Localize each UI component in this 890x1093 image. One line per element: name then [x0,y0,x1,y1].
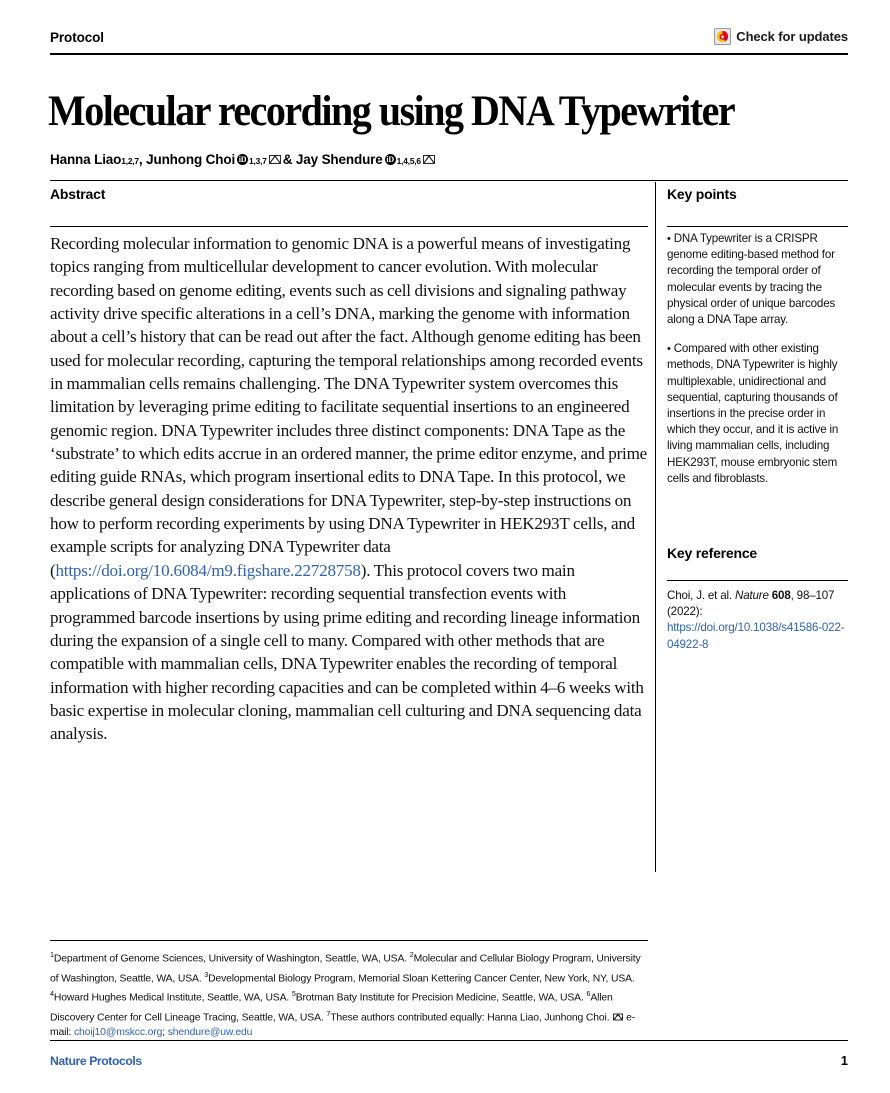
orcid-icon[interactable] [385,154,396,165]
key-point-text: Compared with other existing methods, DNA Typewriter is highly multiplexable, unidirectional and sequential, capturing thousands of insertions in the precise order in which they occur, and it is active in living mammalian cells, including HEK293T, mouse embryonic stem cells and fibroblasts. [667,342,839,485]
column-divider [655,182,656,872]
author-name-3[interactable]: Jay Shendure [295,152,383,167]
header-rule [50,53,848,55]
article-type-kicker: Protocol [50,30,104,45]
key-reference-body [667,588,851,653]
footnotes-block [50,947,650,1040]
affiliation-text: These authors contributed equally: Hanna Liao, Junhong Choi. [330,1012,613,1024]
key-reference-rule [667,580,848,581]
check-for-updates-badge[interactable] [714,28,848,45]
author-connector: & [282,152,293,167]
key-point-item [667,341,851,487]
abstract-text-part2: ). This protocol covers two main applications of DNA Typewriter: recording sequential transfection events with programmed barcode insertions by using prime editing and recording lineage information during the expansion of a single cell to many. Compared with other methods that are compatible with mammalian cells, DNA Typewriter enables the recording of temporal information with higher recording capacities and can be completed within 4–6 weeks with basic expertise in molecular cloning, mammalian cell culturing and DNA sequencing data analysis. [50,560,644,744]
email-label: e-mail: [50,1012,636,1039]
footnotes-rule [50,940,648,941]
affiliation-marker: 4 [50,989,54,999]
affiliation-text: Developmental Biology Program, Memorial Sloan Kettering Cancer Center, New York, NY, USA. [208,973,635,985]
affiliation-marker: 5 [291,989,296,999]
bullet-icon: • [667,233,671,245]
author-name-2[interactable]: Junhong Choi [146,152,236,167]
affiliation-text: Department of Genome Sciences, University of Washington, Seattle, WA, USA. [53,953,410,965]
columns-top-rule [50,180,848,181]
affiliation-marker: 2 [409,950,414,959]
author-list: Hanna Liao 1,2,7 , Junhong Choi iD 1,3,7 & Jay Shendure iD 1,4,5,6 [50,152,437,167]
key-reference-doi-link[interactable]: https://doi.org/10.1038/s41586-022-04922-8 [667,621,845,651]
key-points-rule [667,226,848,227]
key-points-list [667,231,851,500]
affiliation-text: Howard Hughes Medical Institute, Seattle, WA, USA. [53,992,292,1004]
bullet-icon: • [667,343,671,356]
affiliation-text: Allen Discovery Center for Cell Lineage Tracing, Seattle, WA, USA. [50,992,613,1024]
affiliation-marker: 6 [586,989,591,999]
abstract-heading: Abstract [50,186,106,202]
footer-rule [50,1040,848,1041]
affiliation-marker: 1 [50,950,54,959]
key-reference-heading: Key reference [667,545,758,561]
figshare-doi-link[interactable]: https://doi.org/10.6084/m9.figshare.22728758 [55,560,361,580]
page-title: Molecular recording using DNA Typewriter [48,87,735,135]
affiliation-marker: 7 [326,1008,331,1018]
email-separator: ; [162,1027,168,1039]
affiliation-text: Brotman Baty Institute for Precision Medicine, Seattle, WA, USA. [295,992,587,1004]
key-reference-authors: Choi, J. et al. [667,589,732,602]
author-name-1[interactable]: Hanna Liao [50,152,122,167]
key-reference-pages: , 98–107 [790,589,835,602]
key-point-text: DNA Typewriter is a CRISPR genome editing-based method for recording the temporal order of molecular events by tracing the physical order of unique barcodes along a DNA Tape array. [667,232,836,327]
key-reference-journal: Nature [735,589,769,602]
email-icon[interactable] [269,155,281,164]
email-icon [613,1013,623,1021]
key-reference-volume: 608 [771,589,791,602]
email-icon[interactable] [423,155,435,164]
abstract-body [50,232,650,746]
key-points-heading: Key points [667,186,737,202]
affiliation-text: Molecular and Cellular Biology Program, University of Washington, Seattle, WA, USA. [50,953,641,985]
affiliation-marker: 3 [204,969,209,979]
page-header [50,30,848,52]
key-point-item [667,231,851,328]
author-affiliation-3: 1,4,5,6 [396,156,421,166]
check-for-updates-label: Check for updates [736,29,848,44]
footer-page-number: 1 [840,1053,848,1068]
key-reference-year: (2022): [667,605,703,619]
abstract-text-part1: Recording molecular information to genomic DNA is a powerful means of investigating topics ranging from multicellular development to cancer evolution. With molecular recording based on genome editing, events such as cell divisions and signaling pathway activity drive specific alterations in a cell’s DNA, marking the genome with information about a cell’s history that can be read out after the fact. Although genome editing has been used for molecular recording, capturing the temporal relationships among recorded events in mammalian cells remains challenging. The DNA Typewriter system overcomes this limitation by leveraging prime editing to facilitate sequential insertions to an engineered genomic region. DNA Typewriter includes three distinct components: DNA Tape as the ‘substrate’ to which edits accrue in an ordered manner, the prime editor enzyme, and prime editing guide RNAs, which program insertional edits to DNA Tape. In this protocol, we describe general design considerations for DNA Typewriter, step-by-step instructions on how to perform recording experiments by using DNA Typewriter in HEK293T cells, and example scripts for analyzing DNA Typewriter data ( [50,234,648,580]
orcid-icon[interactable] [237,154,248,165]
contact-email-link-2[interactable]: shendure@uw.edu [167,1027,253,1039]
author-affiliation-1: 1,2,7 [121,156,139,166]
check-for-updates-icon [714,28,731,45]
abstract-rule [50,226,648,227]
footer-journal-name[interactable]: Nature Protocols [50,1054,142,1068]
author-affiliation-2: 1,3,7 [249,156,267,166]
contact-email-link-1[interactable]: choij10@mskcc.org [73,1027,163,1039]
